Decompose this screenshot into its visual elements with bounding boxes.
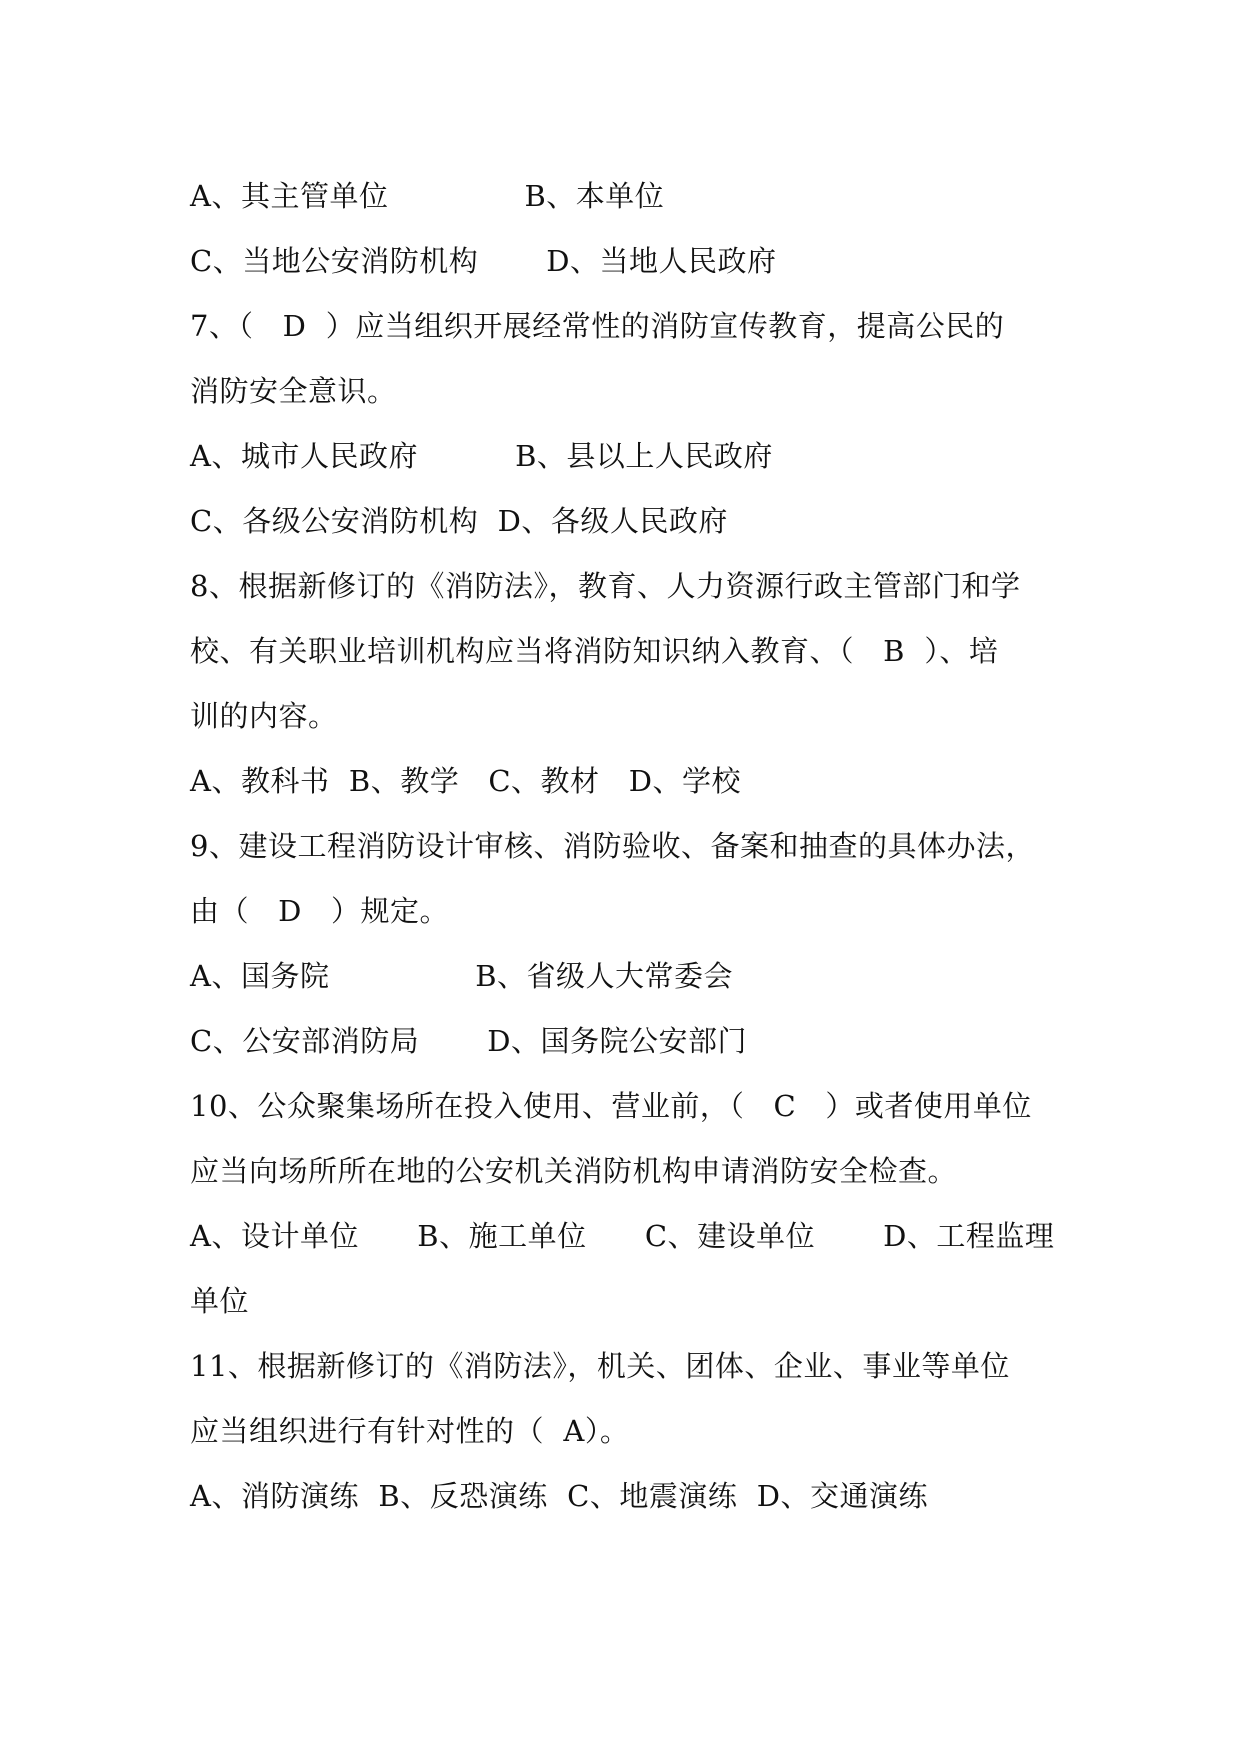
q6-options-ab: A、其主管单位 B、本单位	[190, 179, 665, 213]
q7-options-ab: A、城市人民政府 B、县以上人民政府	[190, 439, 773, 473]
q7-options-cd: C、各级公安消防机构 D、各级人民政府	[190, 504, 728, 538]
q8-options: A、教科书 B、教学 C、教材 D、学校	[190, 764, 741, 798]
q11-question-line-1: 11、根据新修订的《消防法》，机关、团体、企业、事业等单位	[190, 1349, 1010, 1383]
q8-question-line-3: 训的内容。	[190, 699, 338, 733]
q9-question-line-1: 9、建设工程消防设计审核、消防验收、备案和抽查的具体办法，	[190, 829, 1035, 863]
q10-question-line-2: 应当向场所所在地的公安机关消防机构申请消防安全检查。	[190, 1154, 958, 1188]
q9-question-line-2: 由（ D ）规定。	[190, 894, 450, 928]
q9-options-cd: C、公安部消防局 D、国务院公安部门	[190, 1024, 747, 1058]
q10-question-line-1: 10、公众聚集场所在投入使用、营业前，（ C ）或者使用单位	[190, 1089, 1032, 1123]
q6-options-cd: C、当地公安消防机构 D、当地人民政府	[190, 244, 777, 278]
q10-options-line-1: A、设计单位 B、施工单位 C、建设单位 D、工程监理	[190, 1219, 1055, 1253]
q9-options-ab: A、国务院 B、省级人大常委会	[190, 959, 734, 993]
q10-options-line-2: 单位	[190, 1284, 250, 1318]
q11-question-line-2: 应当组织进行有针对性的（ A）。	[190, 1414, 630, 1448]
q8-question-line-2: 校、有关职业培训机构应当将消防知识纳入教育、（ B ）、培	[190, 634, 999, 668]
q11-options: A、消防演练 B、反恐演练 C、地震演练 D、交通演练	[190, 1479, 929, 1513]
q7-question-line-2: 消防安全意识。	[190, 374, 397, 408]
q8-question-line-1: 8、根据新修订的《消防法》，教育、人力资源行政主管部门和学	[190, 569, 1021, 603]
q7-question-line-1: 7、（ D ）应当组织开展经常性的消防宣传教育，提高公民的	[190, 309, 1005, 343]
